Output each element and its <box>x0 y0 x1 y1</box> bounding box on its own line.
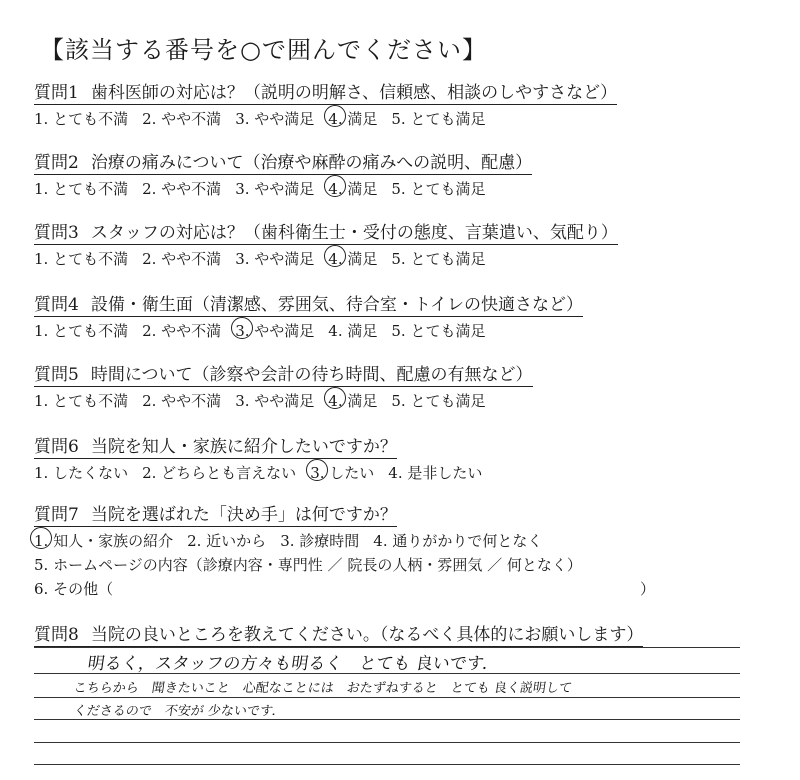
handwritten-answer-line: こちらから 聞きたいこと 心配なことには おたずねすると とても 良く説明して <box>72 681 573 696</box>
selected-option[interactable]: 4. 満足 <box>328 180 378 198</box>
question-6 <box>34 432 774 483</box>
question-3-header <box>34 218 618 245</box>
question-7-options <box>34 530 774 551</box>
question-4 <box>34 290 774 341</box>
other-option[interactable] <box>34 578 774 599</box>
page-title: 【該当する番号を○で囲んでください】 <box>40 36 487 64</box>
selected-option[interactable]: 4. 満足 <box>328 110 378 128</box>
answer-option[interactable]: 4. 通りがかりで何となく <box>373 532 543 550</box>
question-5-options <box>34 390 774 411</box>
answer-option[interactable]: 5. とても満足 <box>391 110 486 128</box>
answer-option[interactable]: 4. 是非したい <box>388 464 483 482</box>
question-1-header <box>34 78 617 105</box>
question-7 <box>34 500 774 599</box>
question-3-number: 質問3 <box>34 223 79 243</box>
handwritten-answer-line: くださるので 不安が 少ないです． <box>72 704 286 719</box>
selected-option[interactable]: 3. やや満足 <box>235 322 315 340</box>
question-1-text: 歯科医師の対応は？（説明の明解さ、信頼感、相談のしやすさなど） <box>90 83 618 103</box>
question-4-text: 設備・衛生面（清潔感、雰囲気、待合室・トイレの快適さなど） <box>90 295 583 315</box>
question-4-options <box>34 320 774 341</box>
answer-option[interactable]: 2. やや不満 <box>142 392 222 410</box>
question-2-number: 質問2 <box>34 153 79 173</box>
question-5-text: 時間について（診察や会計の待ち時間、配慮の有無など） <box>90 365 533 385</box>
answer-option[interactable]: 2. やや不満 <box>142 180 222 198</box>
answer-option[interactable]: 1. とても不満 <box>34 322 129 340</box>
question-5-header <box>34 360 533 387</box>
question-3-text: スタッフの対応は？（歯科衛生士・受付の態度、言葉遣い、気配り） <box>90 223 618 243</box>
question-2-options <box>34 178 774 199</box>
answer-option[interactable]: 2. やや不満 <box>142 110 222 128</box>
answer-option[interactable]: 2. どちらとも言えない <box>142 464 297 482</box>
answer-option[interactable]: 1. とても不満 <box>34 392 129 410</box>
answer-option[interactable]: 3. やや満足 <box>235 392 315 410</box>
question-8-number: 質問8 <box>34 625 79 645</box>
question-1 <box>34 78 774 129</box>
answer-line <box>34 719 740 720</box>
answer-option[interactable]: 5. とても満足 <box>391 322 486 340</box>
answer-option[interactable]: 3. やや満足 <box>235 250 315 268</box>
question-4-header <box>34 290 583 317</box>
selected-option[interactable]: 3. したい <box>310 464 375 482</box>
question-2-text: 治療の痛みについて（治療や麻酔の痛みへの説明、配慮） <box>90 153 533 173</box>
answer-option[interactable]: 5. ホームページの内容（診療内容・専門性 ／ 院長の人柄・雰囲気 ／ 何となく） <box>34 556 582 574</box>
question-4-number: 質問4 <box>34 295 79 315</box>
answer-option[interactable]: 5. とても満足 <box>391 392 486 410</box>
answer-option[interactable]: 1. とても不満 <box>34 180 129 198</box>
answer-option[interactable]: 2. やや不満 <box>142 322 222 340</box>
question-8-header <box>34 620 643 647</box>
question-6-header <box>34 432 397 459</box>
answer-option[interactable]: 5. とても満足 <box>391 250 486 268</box>
answer-option[interactable]: 1. とても不満 <box>34 110 129 128</box>
handwritten-answer-line: 明るく，スタッフの方々も明るく とても 良いです． <box>86 654 501 674</box>
question-7-header <box>34 500 397 527</box>
question-1-number: 質問1 <box>34 83 79 103</box>
answer-line <box>34 764 740 765</box>
answer-option[interactable]: 3. 診療時間 <box>280 532 360 550</box>
answer-option[interactable]: 3. やや満足 <box>235 180 315 198</box>
question-6-options <box>34 462 774 483</box>
selected-option[interactable]: 1. 知人・家族の紹介 <box>34 532 174 550</box>
question-1-options <box>34 108 774 129</box>
question-7-number: 質問7 <box>34 505 79 525</box>
selected-option[interactable]: 4. 満足 <box>328 392 378 410</box>
answer-line <box>34 647 740 648</box>
answer-option[interactable]: 4. 満足 <box>328 322 378 340</box>
question-7-text: 当院を選ばれた「決め手」は何ですか？ <box>90 505 397 525</box>
other-option-label: 6. その他（ <box>34 580 114 598</box>
question-3-options <box>34 248 774 269</box>
answer-line <box>34 697 740 698</box>
question-2-header <box>34 148 532 175</box>
answer-option[interactable]: 1. したくない <box>34 464 129 482</box>
answer-line <box>34 742 740 743</box>
question-5 <box>34 360 774 411</box>
question-5-number: 質問5 <box>34 365 79 385</box>
answer-option[interactable]: 3. やや満足 <box>235 110 315 128</box>
other-option-close: ） <box>640 580 656 598</box>
question-3 <box>34 218 774 269</box>
answer-option[interactable]: 2. 近いから <box>187 532 267 550</box>
question-6-number: 質問6 <box>34 437 79 457</box>
question-6-text: 当院を知人・家族に紹介したいですか？ <box>90 437 397 457</box>
answer-option[interactable]: 2. やや不満 <box>142 250 222 268</box>
question-8-text: 当院の良いところを教えてください。（なるべく具体的にお願いします） <box>90 625 644 645</box>
answer-option[interactable]: 5. とても満足 <box>391 180 486 198</box>
selected-option[interactable]: 4. 満足 <box>328 250 378 268</box>
question-8 <box>34 620 774 647</box>
question-2 <box>34 148 774 199</box>
answer-option[interactable]: 1. とても不満 <box>34 250 129 268</box>
